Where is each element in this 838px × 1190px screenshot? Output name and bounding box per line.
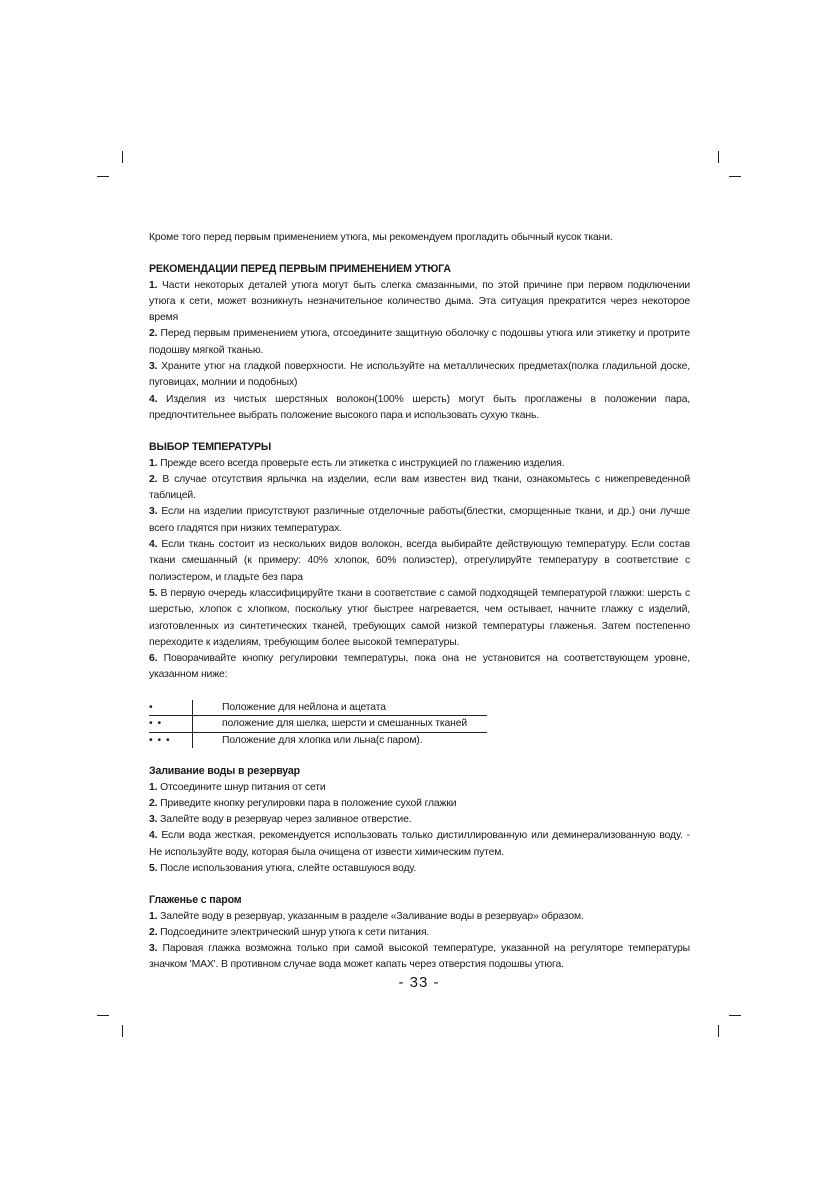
item-number: 4.	[149, 393, 158, 405]
crop-mark-top-left-horizontal	[97, 176, 109, 177]
document-body	[149, 228, 690, 974]
section-filling-water	[149, 763, 690, 877]
list-item	[149, 780, 690, 796]
item-text: Прежде всего всегда проверьте есть ли этикетка с инструкцией по глажению изделия.	[157, 457, 565, 469]
list-item	[149, 925, 690, 941]
list-item	[149, 651, 690, 684]
list-item	[149, 472, 690, 505]
list-item	[149, 796, 690, 812]
list-item	[149, 812, 690, 828]
item-number: 5.	[149, 863, 158, 874]
page-number: - 33 -	[398, 974, 440, 991]
item-number: 3.	[149, 814, 158, 826]
crop-mark-bottom-right-vertical	[718, 1025, 719, 1037]
item-number: 1.	[149, 457, 158, 469]
temperature-dots: •	[149, 700, 193, 716]
item-text: Отсоедините шнур питания от сети	[157, 781, 326, 793]
section-title: Глаженье с паром	[149, 894, 242, 907]
item-text: Залейте воду в резервуар, указанным в разделе «Заливание воды в резервуар» образом.	[157, 910, 584, 922]
item-number: 3.	[149, 943, 158, 955]
item-text: После использования утюга, слейте оставшуюся воду.	[157, 863, 417, 874]
temperature-dots: • • •	[149, 732, 193, 748]
item-number: 6.	[149, 653, 158, 665]
item-text: Паровая глажка возможна только при самой высокой температуре, указанной на регуляторе температуры значком 'MAX'. В противном случае вода может капать через отверстия подошвы утюга.	[149, 943, 690, 971]
table-row	[149, 700, 487, 716]
list-item	[149, 941, 690, 974]
crop-mark-bottom-left-vertical	[122, 1025, 123, 1037]
table-row	[149, 716, 487, 733]
list-item	[149, 537, 690, 586]
crop-mark-top-right-horizontal	[729, 176, 741, 177]
item-number: 3.	[149, 361, 158, 373]
item-text: Подсоедините электрический шнур утюга к сети питания.	[157, 926, 430, 938]
temperature-description: Положение для нейлона и ацетата	[193, 700, 488, 716]
list-item	[149, 909, 690, 925]
item-number: 1.	[149, 910, 158, 922]
list-item	[149, 828, 690, 861]
temperature-description: положение для шелка, шерсти и смешанных тканей	[193, 716, 488, 733]
table-row	[149, 732, 487, 748]
item-text: Поворачивайте кнопку регулировки температуры, пока она не установится на соответствующем уровне, указанном ниже:	[149, 653, 690, 681]
item-text: Если ткань состоит из нескольких видов волокон, всегда выбирайте действующую температуру. Если состав ткани смешанный (к примеру: 40% хлопок, 60% полиэстер), отрегулируйте температуру в соответствие с полиэстером, и гладьте без пара	[149, 539, 690, 583]
list-item	[149, 586, 690, 651]
temperature-table	[149, 700, 487, 749]
item-number: 2.	[149, 328, 158, 340]
list-item	[149, 278, 690, 327]
crop-mark-top-right-vertical	[718, 151, 719, 163]
temperature-dots: • •	[149, 716, 193, 733]
section-title: Заливание воды в резервуар	[149, 765, 300, 778]
item-number: 4.	[149, 830, 158, 842]
item-text: В случае отсутствия ярлычка на изделии, если вам известен вид ткани, ознакомьтесь с нижепреведенной таблицей.	[149, 473, 690, 502]
item-text: Перед первым применением утюга, отсоедините защитную оболочку с подошвы утюга или этикетку и протрите подошву мягкой тканью.	[149, 328, 690, 356]
item-text: Храните утюг на гладкой поверхности. Не используйте на металлических предметах(полка гладильной доске, пуговицах, молнии и подобных)	[149, 361, 690, 389]
crop-mark-top-left-vertical	[122, 151, 123, 163]
item-number: 2.	[149, 473, 158, 485]
section-temperature	[149, 439, 690, 748]
item-text: Если вода жесткая, рекомендуется использовать только дистиллированную или деминерализованную воду. - Не используйте воду, которая была очищена от извести химическим путем.	[149, 830, 690, 858]
section-first-use	[149, 261, 690, 424]
section-title: РЕКОМЕНДАЦИИ ПЕРЕД ПЕРВЫМ ПРИМЕНЕНИЕМ УТЮГА	[149, 263, 451, 276]
item-number: 1.	[149, 279, 158, 291]
item-number: 3.	[149, 506, 158, 518]
item-text: В первую очередь классифицируйте ткани в соответствие с самой подходящей температурой глажки: шерсть с шерстью, хлопок с хлопком, поскольку утюг быстрее нагревается, чем остывает, начните глажку с изделий, изготовленных из синтетических тканей, требующих самой низкой температуры глаженья. Затем постепенно переходите к изделиям, требующим более высокой температуры.	[149, 587, 690, 648]
section-title: ВЫБОР ТЕМПЕРАТУРЫ	[149, 441, 272, 454]
item-number: 5.	[149, 587, 158, 599]
list-item	[149, 326, 690, 359]
item-text: Залейте воду в резервуар через заливное отверстие.	[157, 814, 412, 826]
crop-mark-bottom-left-horizontal	[97, 1015, 109, 1016]
list-item	[149, 504, 690, 537]
item-text: Если на изделии присутствуют различные отделочные работы(блестки, сморщенные ткани, и др.) они лучше всего гладятся при низких температурах.	[149, 506, 690, 534]
section-steam-ironing	[149, 892, 690, 973]
item-text: Приведите кнопку регулировки пара в положение сухой глажки	[157, 797, 457, 809]
intro-paragraph: Кроме того перед первым применением утюга, мы рекомендуем прогладить обычный кусок ткани.	[149, 232, 613, 243]
list-item	[149, 359, 690, 392]
list-item	[149, 392, 690, 425]
item-number: 4.	[149, 539, 158, 551]
crop-mark-bottom-right-horizontal	[729, 1015, 741, 1016]
list-item	[149, 861, 690, 877]
item-number: 2.	[149, 926, 158, 938]
list-item	[149, 456, 690, 472]
item-text: Части некоторых деталей утюга могут быть слегка смазанными, по этой причине при первом подключении утюга к сети, может возникнуть незначительное количество дыма. Эта ситуация прекратится через некоторое время	[149, 279, 690, 324]
temperature-description: Положение для хлопка или льна(с паром).	[222, 734, 423, 746]
item-number: 2.	[149, 797, 158, 809]
item-number: 1.	[149, 781, 158, 793]
item-text: Изделия из чистых шерстяных волокон(100% шерсть) могут быть проглажены в положении пара, предпочтительнее выбрать положение высокого пара и использовать сухую ткань.	[149, 393, 690, 421]
